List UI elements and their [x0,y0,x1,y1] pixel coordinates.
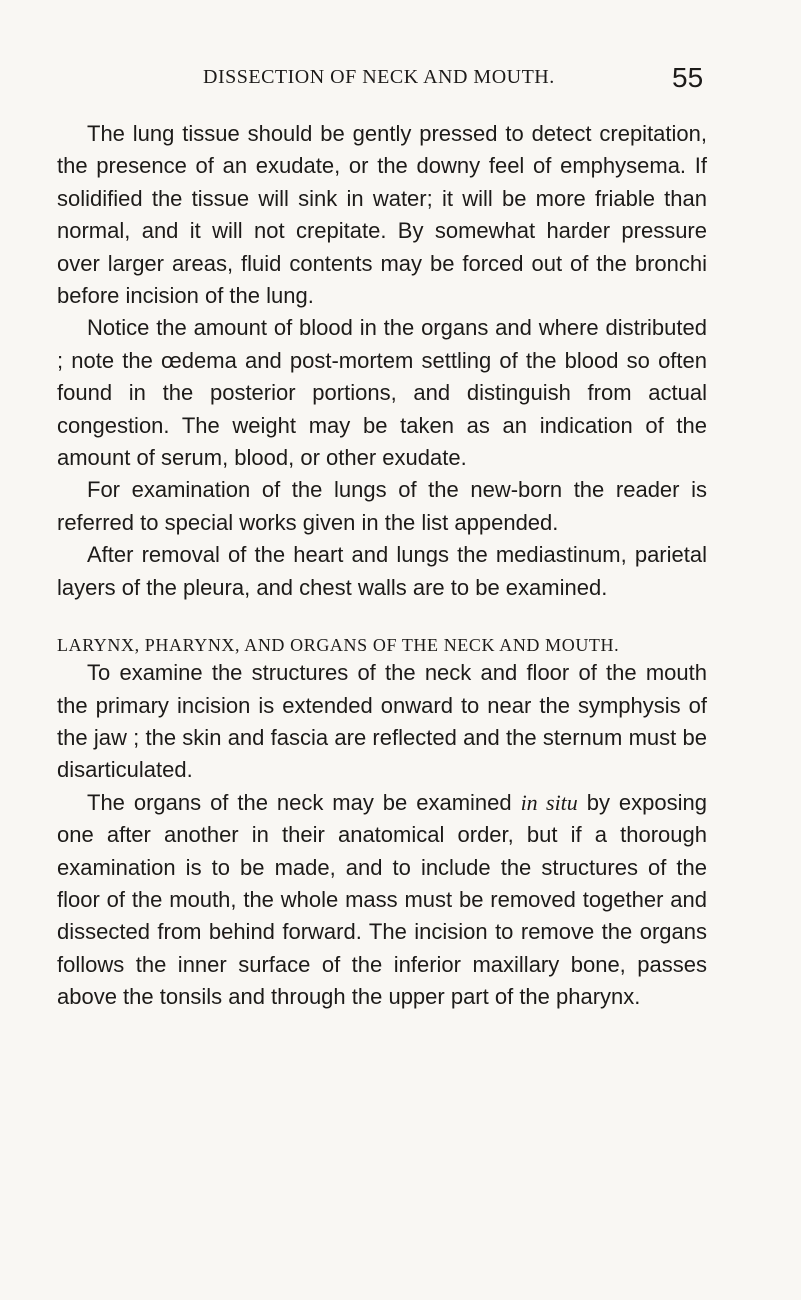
paragraph-lung-tissue: The lung tissue should be gently pressed to detect crepitation, the presence of an exudate, or the downy feel of emphysema. If solidified the tissue will sink in water; it will be more friable than normal, and it will not crepitate. By somewhat harder pressure over larger areas, fluid contents may be forced out of the bronchi before incision of the lung. [57,121,707,309]
section-heading: LARYNX, PHARYNX, AND ORGANS OF THE NECK AND MOUTH. [57,635,620,656]
paragraph-mediastinum: After removal of the heart and lungs the mediastinum, parietal layers of the pleura, and chest walls are to be examined. [57,542,707,600]
in-situ-italic: in situ [520,789,578,815]
running-head: DISSECTION OF NECK AND MOUTH. [203,66,555,88]
body-text [57,118,707,1014]
paragraph-neck-incision: To examine the structures of the neck and floor of the mouth the primary incision is extended onward to near the symphysis of the jaw ; the skin and fascia are reflected and the sternum must be disarticulated. [57,660,707,783]
page-number: 55 [672,62,704,93]
paragraph-blood-distribution: Notice the amount of blood in the organs and where distributed ; note the œdema and post-mortem settling of the blood so often found in the posterior portions, and distinguish from actual congestion. The weight may be taken as an indication of the amount of serum, blood, or other exudate. [57,315,707,471]
paragraph-neck-organs-start: The organs of the neck may be examined [87,789,521,815]
paragraph-neck-organs [57,787,707,1014]
paragraph-new-born-lungs: For examination of the lungs of the new-born the reader is referred to special works given in the list appended. [57,477,707,535]
paragraph-neck-organs-end: by exposing one after another in their anatomical order, but if a thorough examination is to be made, and to include the structures of the floor of the mouth, the whole mass must be removed together and dissected from behind forward. The incision to remove the organs follows the inner surface of the inferior maxillary bone, passes above the tonsils and through the upper part of the pharynx. [57,789,707,1010]
page-header [0,62,801,106]
